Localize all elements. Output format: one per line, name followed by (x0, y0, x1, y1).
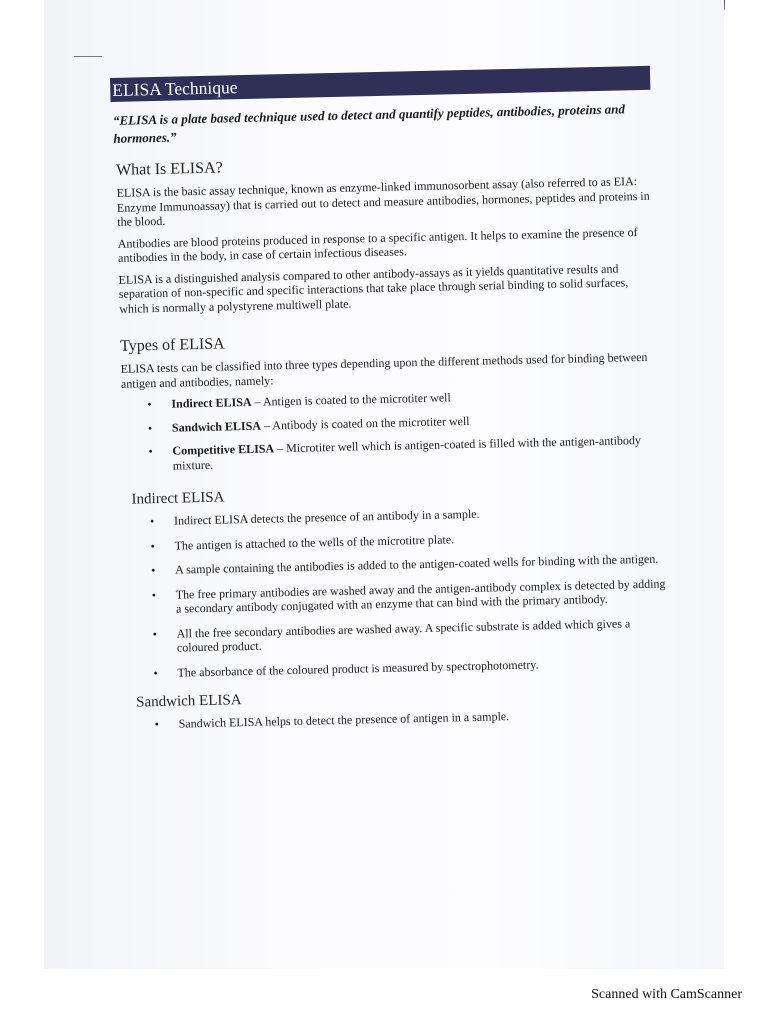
indirect-list (120, 503, 669, 681)
bullet-icon: • (148, 444, 153, 459)
list-item (118, 409, 663, 436)
section-sandwich (124, 682, 670, 732)
bullet-icon: • (147, 420, 153, 435)
list-item (122, 615, 668, 656)
paragraph: ELISA tests can be classified into three types depending upon the different methods used for binding between antigen and antibodies, namely: (120, 349, 648, 391)
list-item (117, 386, 662, 413)
heading-indirect: Indirect ELISA (131, 489, 225, 508)
type-name: Indirect ELISA (171, 394, 252, 411)
type-desc: – Microtiter well which is antigen-coated is filled with the antigen-antibody mixture. (172, 433, 642, 473)
type-desc: – Antigen is coated to the microtiter well (251, 390, 451, 409)
paragraph: ELISA is the basic assay technique, known as enzyme-linked immunosorbent assay (also referred to as EIA: Enzyme Immunoassay) that is carried out to detect and measure antibodies, hormones, peptides and proteins in the blood. (116, 174, 650, 229)
bullet-icon: • (152, 626, 157, 641)
item-text: Sandwich ELISA helps to detect the presence of antigen in a sample. (178, 709, 510, 731)
type-name: Competitive ELISA (172, 441, 275, 458)
bullet-icon: • (151, 563, 156, 578)
item-text: The absorbance of the coloured product is measured by spectrophotometry. (177, 656, 539, 680)
list-item (118, 433, 664, 474)
bullet-icon: • (153, 665, 158, 680)
bullet-icon: • (147, 397, 152, 412)
paragraph: ELISA is a distinguished analysis compared to other antibody-assays as it yields quantitative results and separation of non-specific and specific interactions that take place through serial binding to solid surfaces, which is normally a polystyrene multiwell plate. (118, 261, 629, 316)
item-text: A sample containing the antibodies is added to the antigen-coated wells for binding with the antigen. (175, 551, 659, 577)
page-title: ELISA Technique (112, 77, 238, 100)
document-content (110, 66, 670, 742)
type-name: Sandwich ELISA (171, 418, 262, 435)
list-item (120, 527, 665, 554)
list-item (123, 654, 668, 681)
item-text: Indirect ELISA detects the presence of an antibody in a sample. (173, 506, 480, 528)
heading-what-is: What Is ELISA? (115, 159, 223, 179)
bullet-icon: • (151, 587, 157, 602)
bullet-icon: • (154, 717, 160, 732)
bullet-icon: • (150, 538, 155, 553)
tagline: “ELISA is a plate based technique used to detect and quantify peptides, antibodies, proteins and hormones.” (112, 101, 626, 146)
item-text: The free primary antibodies are washed away and the antigen-antibody complex is detected by adding a secondary antibody conjugated with an enzyme that can bind with the primary antibody. (175, 576, 666, 616)
scanner-watermark: Scanned with CamScanner (591, 987, 742, 1002)
bullet-icon: • (149, 514, 155, 529)
list-item (121, 552, 666, 579)
item-text: All the free secondary antibodies are washed away. A specific substrate is added which gives a coloured product. (176, 615, 631, 655)
section-indirect (119, 480, 668, 681)
types-list (117, 386, 664, 474)
margin-mark (74, 56, 102, 57)
list-item (122, 576, 668, 617)
type-desc: – Antibody is coated on the microtiter well (260, 413, 470, 433)
section-types (116, 326, 664, 474)
heading-types: Types of ELISA (119, 335, 225, 355)
paragraph: Antibodies are blood proteins produced in response to a specific antigen. It helps to examine the presence of antibodies in the body, in case of certain infectious diseases. (117, 224, 638, 265)
item-text: The antigen is attached to the wells of the microtitre plate. (174, 531, 455, 553)
heading-sandwich: Sandwich ELISA (135, 692, 242, 711)
